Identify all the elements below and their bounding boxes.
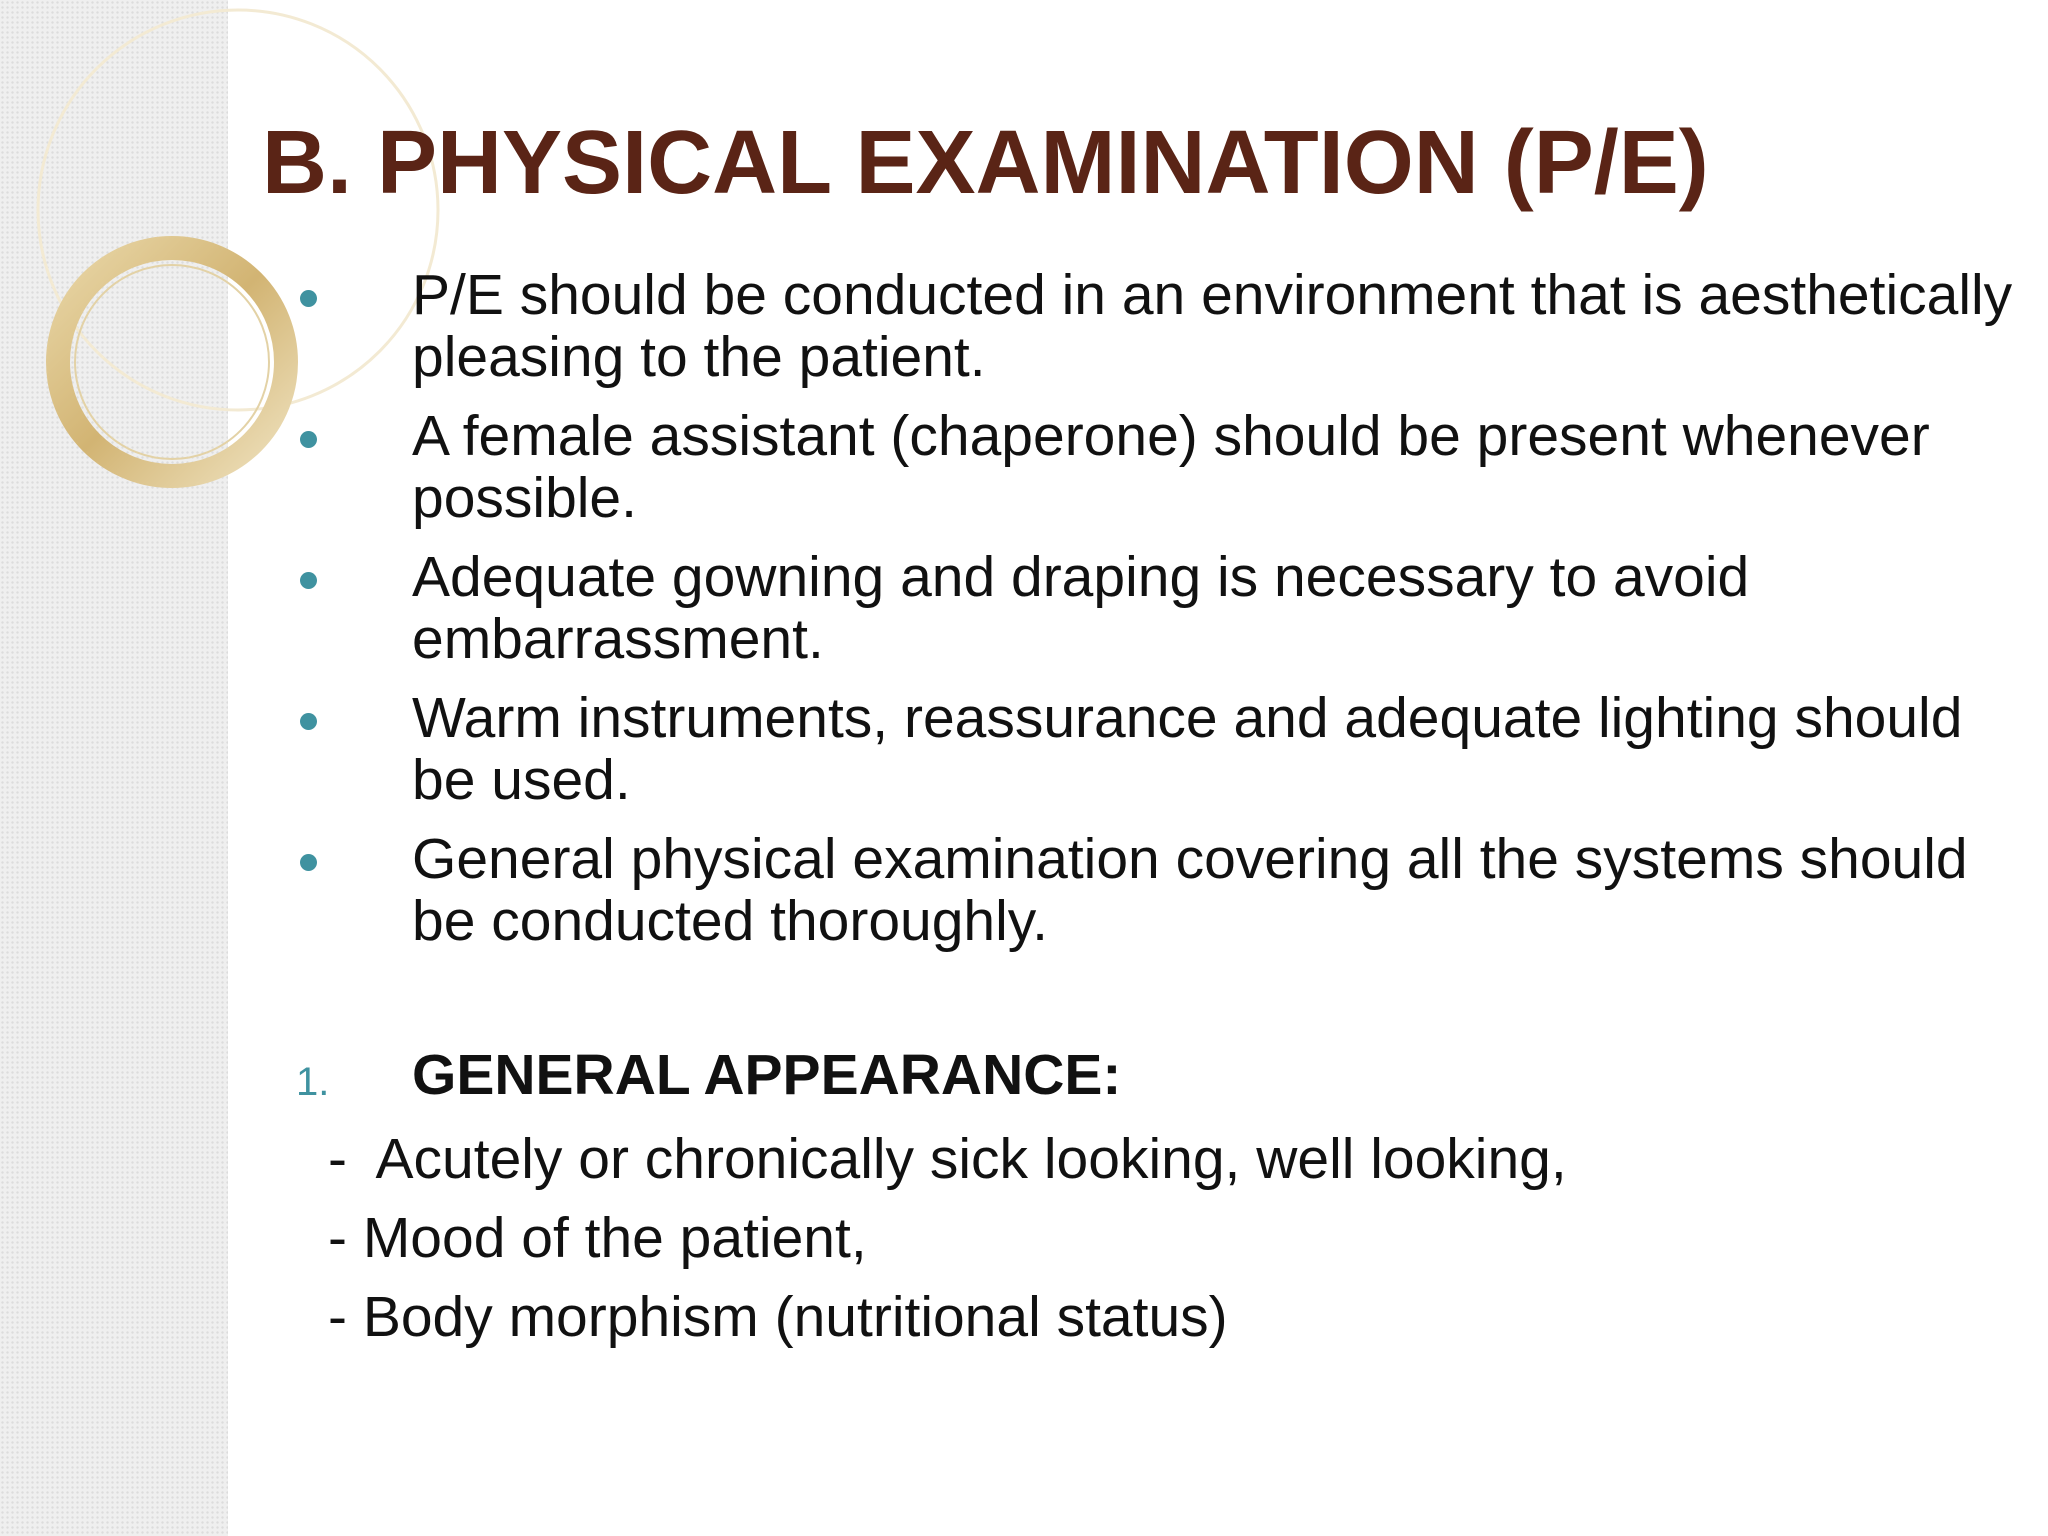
bullet-item bbox=[296, 828, 2016, 952]
bullet-dot-icon bbox=[300, 713, 317, 730]
bullet-list bbox=[296, 264, 2016, 969]
bullet-item bbox=[296, 264, 2016, 388]
sub-line-list bbox=[328, 1120, 1928, 1357]
sub-line: - Acutely or chronically sick looking, well looking, bbox=[328, 1127, 1567, 1191]
slide-title: B. PHYSICAL EXAMINATION (P/E) bbox=[262, 113, 1709, 213]
gold-ring-decoration bbox=[58, 248, 286, 476]
bullet-item bbox=[296, 546, 2016, 670]
bullet-dot-icon bbox=[300, 431, 317, 448]
sub-line: - Body morphism (nutritional status) bbox=[328, 1285, 1228, 1349]
list-number: 1. bbox=[296, 1060, 330, 1104]
bullet-dot-icon bbox=[300, 572, 317, 589]
bullet-dot-icon bbox=[300, 290, 317, 307]
bullet-item bbox=[296, 687, 2016, 811]
bullet-text: Adequate gowning and draping is necessary to avoid embarrassment. bbox=[412, 545, 1750, 671]
bullet-item bbox=[296, 405, 2016, 529]
bullet-dot-icon bbox=[300, 854, 317, 871]
gold-ring-inner-line bbox=[75, 265, 269, 459]
section-heading: GENERAL APPEARANCE: bbox=[412, 1043, 1122, 1107]
bullet-text: Warm instruments, reassurance and adequate lighting should be used. bbox=[412, 686, 1963, 812]
bullet-text: General physical examination covering all the systems should be conducted thoroughly. bbox=[412, 827, 1968, 953]
bullet-text: A female assistant (chaperone) should be present whenever possible. bbox=[412, 404, 1930, 530]
sub-line: - Mood of the patient, bbox=[328, 1206, 867, 1270]
bullet-text: P/E should be conducted in an environment that is aesthetically pleasing to the patient. bbox=[412, 263, 2013, 389]
numbered-heading bbox=[296, 1042, 1896, 1108]
